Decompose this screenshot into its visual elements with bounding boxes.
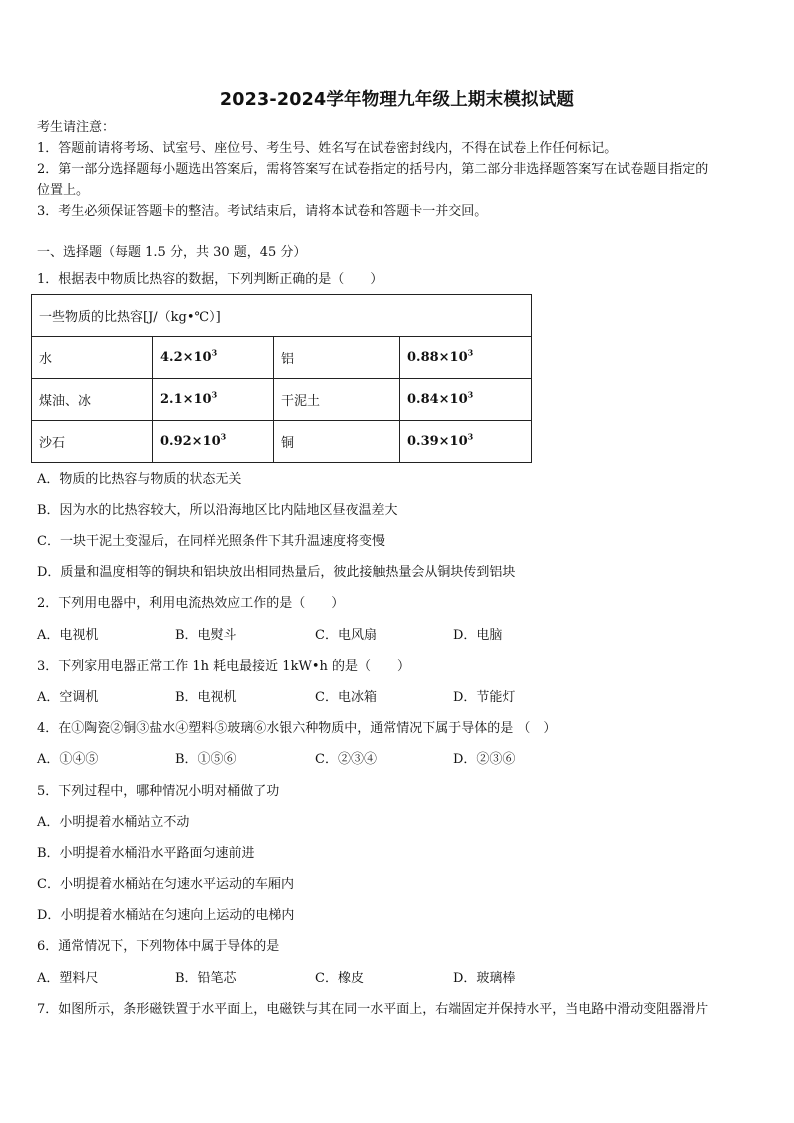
table-row	[32, 379, 532, 421]
question-1-option-c: C．一块干泥土变湿后，在同样光照条件下其升温速度将变慢	[37, 534, 385, 549]
question-5-option-c: C．小明提着水桶站在匀速水平运动的车厢内	[37, 877, 294, 892]
specific-heat-value: $0.88\times 10^3$	[400, 337, 532, 379]
substance-name: 铜	[274, 421, 400, 463]
substance-name: 干泥土	[274, 379, 400, 421]
question-5-option-b: B．小明提着水桶沿水平路面匀速前进	[37, 846, 255, 861]
question-6-option-d: D．玻璃棒	[453, 971, 516, 986]
table-row	[32, 421, 532, 463]
question-1-stem: 1．根据表中物质比热容的数据，下列判断正确的是（ ）	[37, 272, 384, 287]
question-6-option-a: A．塑料尺	[37, 971, 99, 986]
substance-name: 沙石	[32, 421, 153, 463]
question-1-option-a: A．物质的比热容与物质的状态无关	[37, 472, 242, 487]
question-3-option-b: B．电视机	[175, 690, 237, 705]
question-6-option-b: B．铅笔芯	[175, 971, 237, 986]
question-3-option-d: D．节能灯	[453, 690, 516, 705]
question-6-stem: 6．通常情况下，下列物体中属于导体的是	[37, 939, 280, 954]
specific-heat-value: $2.1\times 10^3$	[153, 379, 274, 421]
question-1-option-d: D．质量和温度相等的铜块和铝块放出相同热量后，彼此接触热量会从铜块传到铝块	[37, 565, 516, 580]
specific-heat-value: $0.39\times 10^3$	[400, 421, 532, 463]
question-4-option-b: B．①⑤⑥	[175, 752, 237, 767]
substance-name: 水	[32, 337, 153, 379]
notice-item-3: 3．考生必须保证答题卡的整洁。考试结束后，请将本试卷和答题卡一并交回。	[37, 204, 488, 219]
table-row	[32, 337, 532, 379]
substance-name: 铝	[274, 337, 400, 379]
question-2-option-a: A．电视机	[37, 628, 99, 643]
notice-item-2: 2．第一部分选择题每小题选出答案后，需将答案写在试卷指定的括号内，第二部分非选择题答案写在试卷题目指定的	[37, 162, 709, 177]
question-6-option-c: C．橡皮	[315, 971, 364, 986]
question-4-option-d: D．②③⑥	[453, 752, 516, 767]
question-2-stem: 2．下列用电器中，利用电流热效应工作的是（ ）	[37, 596, 345, 611]
question-7-stem: 7．如图所示，条形磁铁置于水平面上，电磁铁与其在同一水平面上，右端固定并保持水平，当电路中滑动变阻器滑片	[37, 1002, 709, 1017]
question-3-option-a: A．空调机	[37, 690, 99, 705]
question-4-stem: 4．在①陶瓷②铜③盐水④塑料⑤玻璃⑥水银六种物质中，通常情况下属于导体的是 （ ）	[37, 721, 557, 736]
notice-item-1: 1．答题前请将考场、试室号、座位号、考生号、姓名写在试卷密封线内，不得在试卷上作任何标记。	[37, 141, 618, 156]
notice-heading: 考生请注意：	[37, 120, 116, 135]
question-3-option-c: C．电冰箱	[315, 690, 377, 705]
question-4-options	[37, 752, 757, 768]
question-2-option-b: B．电熨斗	[175, 628, 237, 643]
question-5-stem: 5．下列过程中，哪种情况小明对桶做了功	[37, 784, 280, 799]
question-2-option-d: D．电脑	[453, 628, 503, 643]
question-5-option-a: A．小明提着水桶站立不动	[37, 815, 190, 830]
question-4-option-a: A．①④⑤	[37, 752, 99, 767]
question-5-option-d: D．小明提着水桶站在匀速向上运动的电梯内	[37, 908, 295, 923]
question-3-options	[37, 690, 757, 706]
question-6-options	[37, 971, 757, 987]
question-4-option-c: C．②③④	[315, 752, 377, 767]
table-caption-row	[32, 295, 532, 337]
section-heading: 一、选择题（每题 1.5 分，共 30 题，45 分）	[37, 245, 307, 260]
specific-heat-value: $0.84\times 10^3$	[400, 379, 532, 421]
substance-name: 煤油、冰	[32, 379, 153, 421]
question-1-option-b: B．因为水的比热容较大，所以沿海地区比内陆地区昼夜温差大	[37, 503, 398, 518]
specific-heat-value: $4.2\times 10^3$	[153, 337, 274, 379]
question-3-stem: 3．下列家用电器正常工作 1h 耗电最接近 1kW•h 的是（ ）	[37, 659, 410, 674]
specific-heat-value: $0.92\times 10^3$	[153, 421, 274, 463]
specific-heat-table	[31, 294, 532, 463]
page-title: 2023-2024学年物理九年级上期末模拟试题	[219, 90, 575, 110]
question-2-option-c: C．电风扇	[315, 628, 377, 643]
notice-item-2-continued: 位置上。	[37, 183, 90, 198]
table-caption: 一些物质的比热容[J/（kg•℃）]	[32, 295, 532, 337]
question-2-options	[37, 628, 757, 644]
